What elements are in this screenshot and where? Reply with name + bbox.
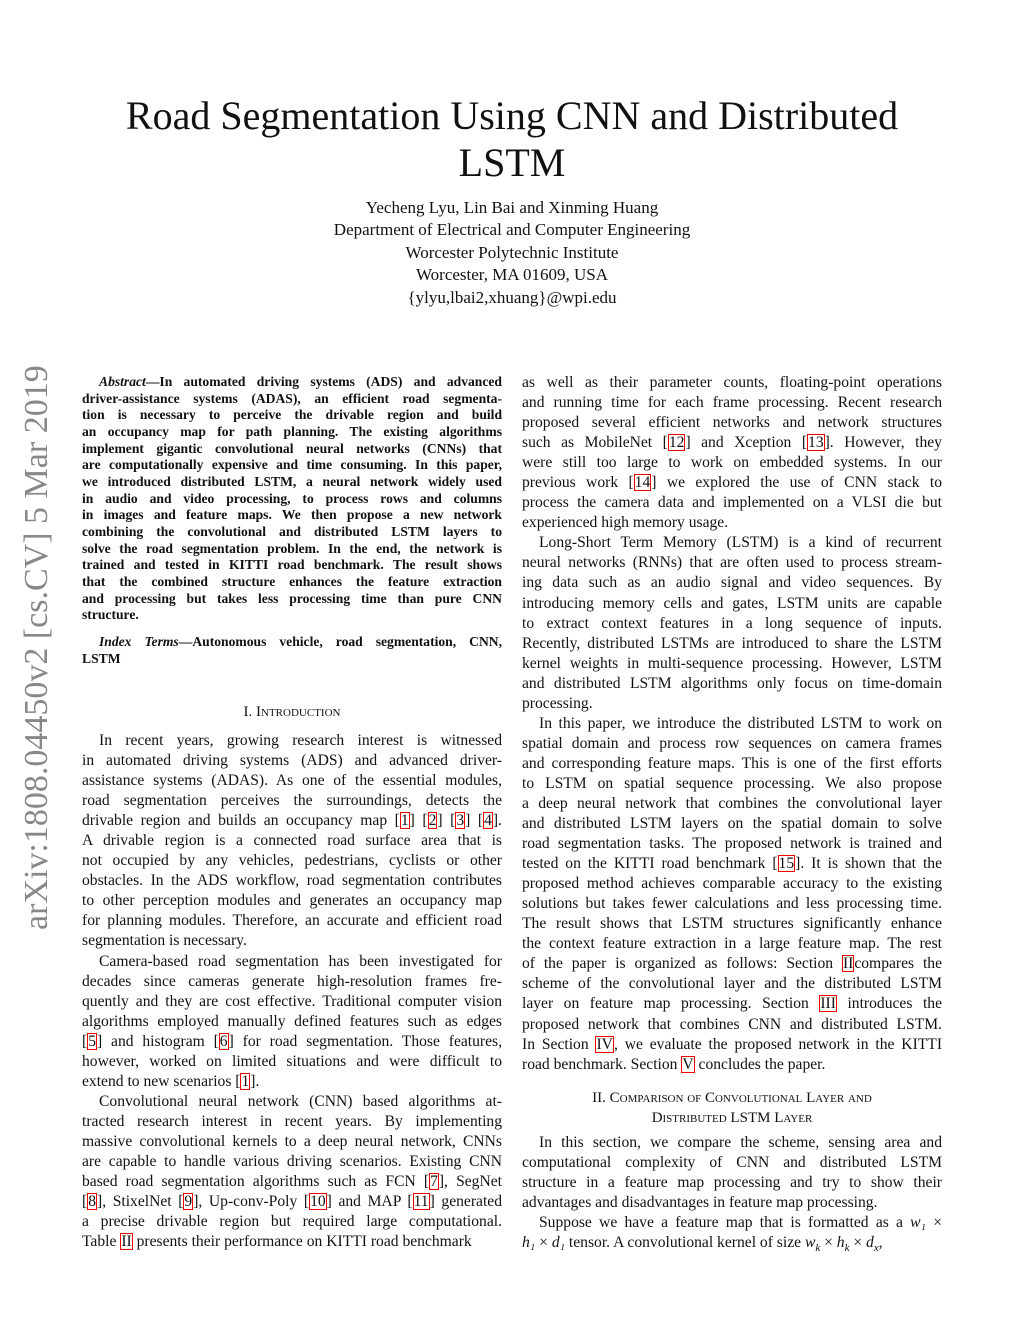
text: ×	[535, 1234, 552, 1252]
text: obstacles. In the ADS workflow, road segmentation contributes	[82, 872, 502, 890]
text: ] [	[465, 812, 484, 830]
text-line	[82, 1072, 502, 1092]
paper-title	[0, 92, 1024, 186]
italic-text: Index Terms	[99, 633, 179, 649]
text: proposed method achieves comparable accuracy to the existing	[522, 875, 942, 893]
text: Recently, distributed LSTMs are introduced to share the LSTM	[522, 634, 942, 652]
text-line	[522, 834, 942, 854]
paragraph	[522, 373, 942, 533]
text: A drivable region is a connected road surface area that is	[82, 832, 502, 850]
text-line	[522, 1133, 942, 1153]
text: tested on the KITTI road benchmark [	[522, 855, 778, 873]
text-line	[82, 634, 502, 651]
text: and distributed LSTM algorithms only focus on time-domain	[522, 674, 942, 692]
institution: Worcester Polytechnic Institute	[405, 242, 619, 262]
text-line	[522, 674, 942, 694]
section-heading-comparison	[522, 1088, 942, 1128]
text: Convolutional neural network (CNN) based algorithms at-	[99, 1092, 502, 1110]
text-line	[522, 1213, 942, 1233]
text-line	[522, 553, 942, 573]
citation-link[interactable]: 1	[400, 812, 409, 830]
citation-link[interactable]: 1	[241, 1072, 250, 1090]
text: massive convolutional kernels to a deep neural network, CNNs	[82, 1132, 502, 1150]
text-line	[82, 831, 502, 851]
text-line	[82, 871, 502, 891]
text-line	[522, 1173, 942, 1193]
italic-text: $w_k$	[804, 1234, 821, 1255]
text-line	[82, 851, 502, 871]
text-line	[82, 591, 502, 608]
text: were still too large to work on embedded systems. In our	[522, 454, 942, 472]
text-line	[522, 413, 942, 433]
citation-link[interactable]: 13	[808, 434, 824, 452]
text: LSTM	[82, 650, 121, 666]
text-line	[82, 374, 502, 391]
text: tensor. A convolutional kernel of size	[565, 1234, 805, 1252]
text: In Section	[522, 1035, 596, 1053]
text: ] and Xception [	[685, 434, 808, 452]
text: such as MobileNet [	[522, 434, 668, 452]
paragraph	[82, 731, 502, 952]
text: ].	[250, 1072, 260, 1090]
heading-line-2: Distributed LSTM Layer	[651, 1110, 813, 1126]
text-line	[522, 1035, 942, 1055]
text: ]. It is shown that the	[795, 855, 942, 873]
heading-text: I. Introduction	[243, 704, 341, 720]
text: ], SegNet	[438, 1173, 502, 1191]
text: experienced high memory usage.	[522, 514, 729, 532]
text: advantages and disadvantages in feature map processing.	[522, 1194, 878, 1212]
text: , we evaluate the proposed network in the KITTI	[613, 1035, 943, 1053]
text: structure.	[82, 607, 139, 623]
text: extend to new scenarios [	[82, 1072, 241, 1090]
section-heading-introduction	[82, 702, 502, 722]
text: ]. However, they	[824, 434, 942, 452]
text: ], Up-conv-Poly [	[193, 1193, 310, 1211]
citation-link[interactable]: 10	[310, 1193, 326, 1211]
text: ].	[492, 812, 502, 830]
text: and processing but takes less processing time than pure CNN	[82, 590, 502, 606]
text-line	[82, 607, 502, 624]
paragraph	[82, 952, 502, 1092]
citation-link[interactable]: II	[121, 1233, 132, 1251]
text-line	[82, 1192, 502, 1212]
department: Department of Electrical and Computer Engineering	[333, 220, 691, 240]
text: based road segmentation algorithms such as FCN [	[82, 1173, 430, 1191]
text-line	[82, 524, 502, 541]
text: presents their performance on KITTI road benchmark	[132, 1233, 472, 1251]
text: in audio and video processing, to process rows and columns	[82, 490, 502, 506]
text-line	[82, 771, 502, 791]
text-line	[82, 1112, 502, 1132]
text-line	[82, 474, 502, 491]
text: to LSTM on spatial sequence processing. We also propose	[522, 774, 942, 792]
text-line	[82, 731, 502, 751]
text-line	[522, 513, 942, 533]
text: introducing memory cells and gates, LSTM units are capable	[522, 594, 942, 612]
text: in automated driving systems (ADS) and advanced driver-	[82, 752, 502, 770]
text-line	[82, 457, 502, 474]
text-line	[522, 1055, 942, 1075]
text-line	[522, 453, 942, 473]
text: spatial domain and process row sequences on camera frames	[522, 734, 942, 752]
citation-link[interactable]: 3	[456, 812, 465, 830]
text-line	[522, 714, 942, 734]
text-line	[82, 441, 502, 458]
text: In recent years, growing research interest is witnessed	[99, 732, 502, 749]
text: an occupancy map for path planning. The existing algorithms	[82, 423, 502, 439]
citation-link[interactable]: 8	[88, 1193, 96, 1211]
citation-link[interactable]: II	[842, 955, 854, 973]
text-line	[522, 694, 942, 714]
text-line	[82, 557, 502, 574]
text: scheme of the convolutional layer and the distributed LSTM	[522, 975, 942, 993]
text-line	[522, 974, 942, 994]
text: ] and histogram [	[97, 1032, 219, 1050]
italic-text: $d_x$	[866, 1234, 879, 1255]
text: segmentation is necessary.	[82, 932, 247, 950]
text: kernel weights in multi-sequence processing. However, LSTM	[522, 654, 942, 672]
text: are capable to handle various driving scenarios. Existing CNN	[82, 1152, 502, 1170]
text-line	[82, 574, 502, 591]
text-line	[522, 774, 942, 794]
index-terms	[82, 634, 502, 667]
italic-text: $h_k$	[836, 1234, 850, 1255]
text-line	[82, 541, 502, 558]
text: —Autonomous vehicle, road segmentation, CNN,	[178, 633, 502, 649]
paragraph	[522, 714, 942, 1075]
italic-text: w₁	[910, 1214, 926, 1232]
paragraph	[522, 1213, 942, 1258]
text: and running time for each frame processing. Recent research	[522, 394, 942, 412]
text-line	[82, 1212, 502, 1232]
text: compares the	[854, 955, 942, 973]
text-line	[82, 507, 502, 524]
text: solve the road segmentation problem. In the end, the network is	[82, 540, 502, 556]
text-line	[522, 814, 942, 834]
text: and distributed LSTM layers on the spatial domain to solve	[522, 815, 942, 833]
text: previous work [	[522, 474, 634, 492]
text-line	[522, 433, 942, 453]
citation-link[interactable]: 12	[668, 434, 685, 452]
text: neural networks (RNNs) that are often used to process stream-	[522, 554, 942, 572]
citation-link[interactable]: 11	[413, 1193, 429, 1211]
text-line	[522, 1153, 942, 1173]
text: ] and MAP [	[326, 1193, 413, 1211]
paragraph	[522, 533, 942, 713]
text: concludes the paper.	[694, 1055, 826, 1073]
text: combining the convolutional and distributed LSTM layers to	[82, 523, 502, 539]
citation-link[interactable]: 7	[430, 1173, 438, 1191]
text-line	[522, 854, 942, 874]
text-line	[522, 393, 942, 413]
citation-link[interactable]: 4	[484, 812, 492, 830]
author-block	[0, 197, 1024, 309]
text: structure in a feature map processing and try to show their	[522, 1174, 942, 1192]
text: are computationally expensive and time consuming. In this paper,	[82, 457, 502, 473]
citation-link[interactable]: 15	[778, 855, 795, 873]
text-line	[82, 1132, 502, 1152]
text: as well as their parameter counts, floating-point operations	[522, 374, 942, 391]
text: trained and tested in KITTI road benchmark. The result shows	[82, 557, 502, 573]
text: a deep neural network that combines the convolutional layer	[522, 794, 942, 812]
right-column-body	[522, 373, 942, 1075]
address: Worcester, MA 01609, USA	[415, 265, 608, 285]
text: quently and they are cost effective. Traditional computer vision	[82, 992, 502, 1010]
text-line	[522, 754, 942, 774]
text-line	[82, 791, 502, 811]
heading-line-1: II. Comparison of Convolutional Layer and	[592, 1090, 872, 1106]
text-line	[522, 573, 942, 593]
text: assistance systems (ADAS). As one of the essential modules,	[82, 772, 502, 790]
citation-link[interactable]: V	[682, 1055, 694, 1073]
text: ] we explored the use of CNN stack to	[651, 474, 942, 492]
text-line	[82, 1092, 502, 1112]
abstract	[82, 374, 502, 667]
text-line	[82, 1032, 502, 1052]
text-line	[522, 594, 942, 614]
text-line	[82, 891, 502, 911]
text-line	[82, 1012, 502, 1032]
text-line	[82, 931, 502, 951]
text-line	[522, 493, 942, 513]
text: solutions but takes fewer calculations and less processing time.	[522, 895, 942, 913]
text: Long-Short Term Memory (LSTM) is a kind of recurrent	[539, 534, 942, 552]
text: road segmentation tasks. The proposed network is trained and	[522, 835, 942, 853]
text: In this section, we compare the scheme, sensing area and	[539, 1134, 942, 1151]
text-line	[522, 614, 942, 634]
italic-text: h₁	[522, 1234, 536, 1252]
text-line	[522, 794, 942, 814]
citation-link[interactable]: 14	[634, 474, 651, 492]
text-line	[522, 1233, 942, 1258]
title-line-2: LSTM	[458, 140, 566, 185]
text: not occupied by any vehicles, pedestrians, cyclists or other	[82, 852, 502, 870]
citation-link[interactable]: 9	[184, 1193, 193, 1211]
text: ×	[820, 1234, 837, 1252]
text-line	[522, 914, 942, 934]
text-line	[82, 651, 502, 668]
text: The result shows that LSTM structures significantly enhance	[522, 915, 942, 933]
title-line-1: Road Segmentation Using CNN and Distributed	[125, 93, 899, 138]
text: algorithms employed manually defined features such as edges	[82, 1012, 502, 1030]
citation-link[interactable]: IV	[596, 1035, 613, 1053]
text: computational complexity of CNN and distributed LSTM	[522, 1154, 942, 1172]
text: that the combined structure enhances the feature extraction	[82, 573, 502, 589]
text-line	[522, 734, 942, 754]
text-line	[522, 954, 942, 974]
text-line	[522, 894, 942, 914]
text: drivable region and builds an occupancy map [	[82, 812, 400, 830]
text-line	[522, 934, 942, 954]
text: ] generated	[429, 1193, 503, 1211]
text-line	[82, 1172, 502, 1192]
text-line	[82, 972, 502, 992]
citation-link[interactable]: 6	[219, 1032, 228, 1050]
text-line	[82, 751, 502, 771]
text: Table	[82, 1233, 121, 1251]
abstract-paragraph	[82, 374, 502, 624]
text-line	[82, 491, 502, 508]
text-line	[522, 373, 942, 393]
right-column-body-2	[522, 1133, 942, 1258]
text-line	[82, 911, 502, 931]
text-line	[522, 874, 942, 894]
text: [	[82, 1193, 88, 1211]
text: decades since cameras generate high-resolution frames fre-	[82, 972, 502, 990]
text-line	[522, 1193, 942, 1213]
text-line	[522, 473, 942, 493]
text: tracted research interest in recent years. By implementing	[82, 1112, 502, 1130]
text: the context feature extraction in a large feature map. The rest	[522, 935, 942, 953]
text: implement gigantic convolutional neural networks (CNNs) that	[82, 440, 502, 456]
text: road benchmark. Section	[522, 1055, 682, 1073]
text: introduces the	[836, 995, 942, 1013]
text: [	[82, 1032, 88, 1050]
text: Suppose we have a feature map that is formatted as a	[539, 1214, 911, 1232]
text-line	[82, 391, 502, 408]
emails: {ylyu,lbai2,xhuang}@wpi.edu	[407, 287, 617, 307]
text: ] [	[437, 812, 456, 830]
text: —In automated driving systems (ADS) and advanced	[145, 374, 502, 389]
text: ] [	[409, 812, 428, 830]
left-column-body	[82, 731, 502, 1252]
text: ×	[849, 1234, 867, 1252]
arxiv-stamp: arXiv:1808.04450v2 [cs.CV] 5 Mar 2019	[18, 365, 55, 930]
text: layer on feature map processing. Section	[522, 995, 820, 1013]
text: we introduced distributed LSTM, a neural network widely used	[82, 473, 502, 489]
italic-text: Abstract	[99, 374, 146, 389]
citation-link[interactable]: III	[820, 995, 836, 1013]
paragraph	[522, 1133, 942, 1213]
text: In this paper, we introduce the distributed LSTM to work on	[539, 714, 942, 732]
text-line	[82, 1232, 502, 1252]
citation-link[interactable]: 5	[88, 1032, 96, 1050]
text-line	[82, 952, 502, 972]
text-line	[82, 1052, 502, 1072]
text: ] for road segmentation. Those features,	[228, 1032, 502, 1050]
text-line	[522, 634, 942, 654]
text-line	[82, 811, 502, 831]
text: ,	[878, 1234, 883, 1252]
text: however, worked on limited situations and were difficult to	[82, 1052, 502, 1070]
text-line	[82, 407, 502, 424]
text-line	[522, 654, 942, 674]
text: Camera-based road segmentation has been investigated for	[99, 952, 502, 970]
italic-text: d₁	[551, 1234, 566, 1252]
text: and corresponding feature maps. This is one of the first efforts	[522, 754, 942, 772]
text: proposed several efficient networks and network structures	[522, 414, 942, 432]
paragraph	[82, 1092, 502, 1252]
text-line	[522, 1015, 942, 1035]
text: processing.	[522, 694, 593, 712]
text: process the camera data and implemented on a VLSI die but	[522, 494, 942, 512]
authors: Yecheng Lyu, Lin Bai and Xinming Huang	[365, 198, 659, 217]
text: ×	[925, 1214, 942, 1232]
text: road segmentation perceives the surroundings, detects the	[82, 792, 502, 810]
text: a precise drivable region but required large computational.	[82, 1213, 502, 1231]
text-line	[82, 992, 502, 1012]
text: ], StixelNet [	[97, 1193, 184, 1211]
text-line	[82, 424, 502, 441]
citation-link[interactable]: 2	[428, 812, 437, 830]
text: tion is necessary to perceive the drivable region and build	[82, 407, 502, 423]
text: driver-assistance systems (ADAS), an efficient road segmenta-	[82, 390, 502, 406]
text: proposed network that combines CNN and distributed LSTM.	[522, 1015, 942, 1033]
text: ing data such as an audio signal and video sequences. By	[522, 574, 942, 592]
text: in images and feature maps. We then propose a new network	[82, 507, 502, 523]
text-line	[522, 533, 942, 553]
text: of the paper is organized as follows: Section	[522, 955, 842, 973]
text-line	[82, 1152, 502, 1172]
text-line	[522, 994, 942, 1014]
text: to other perception modules and generates an occupancy map	[82, 892, 502, 910]
text: for planning modules. Therefore, an accurate and efficient road	[82, 912, 502, 930]
text: to extract context features in a long sequence of inputs.	[522, 614, 942, 632]
